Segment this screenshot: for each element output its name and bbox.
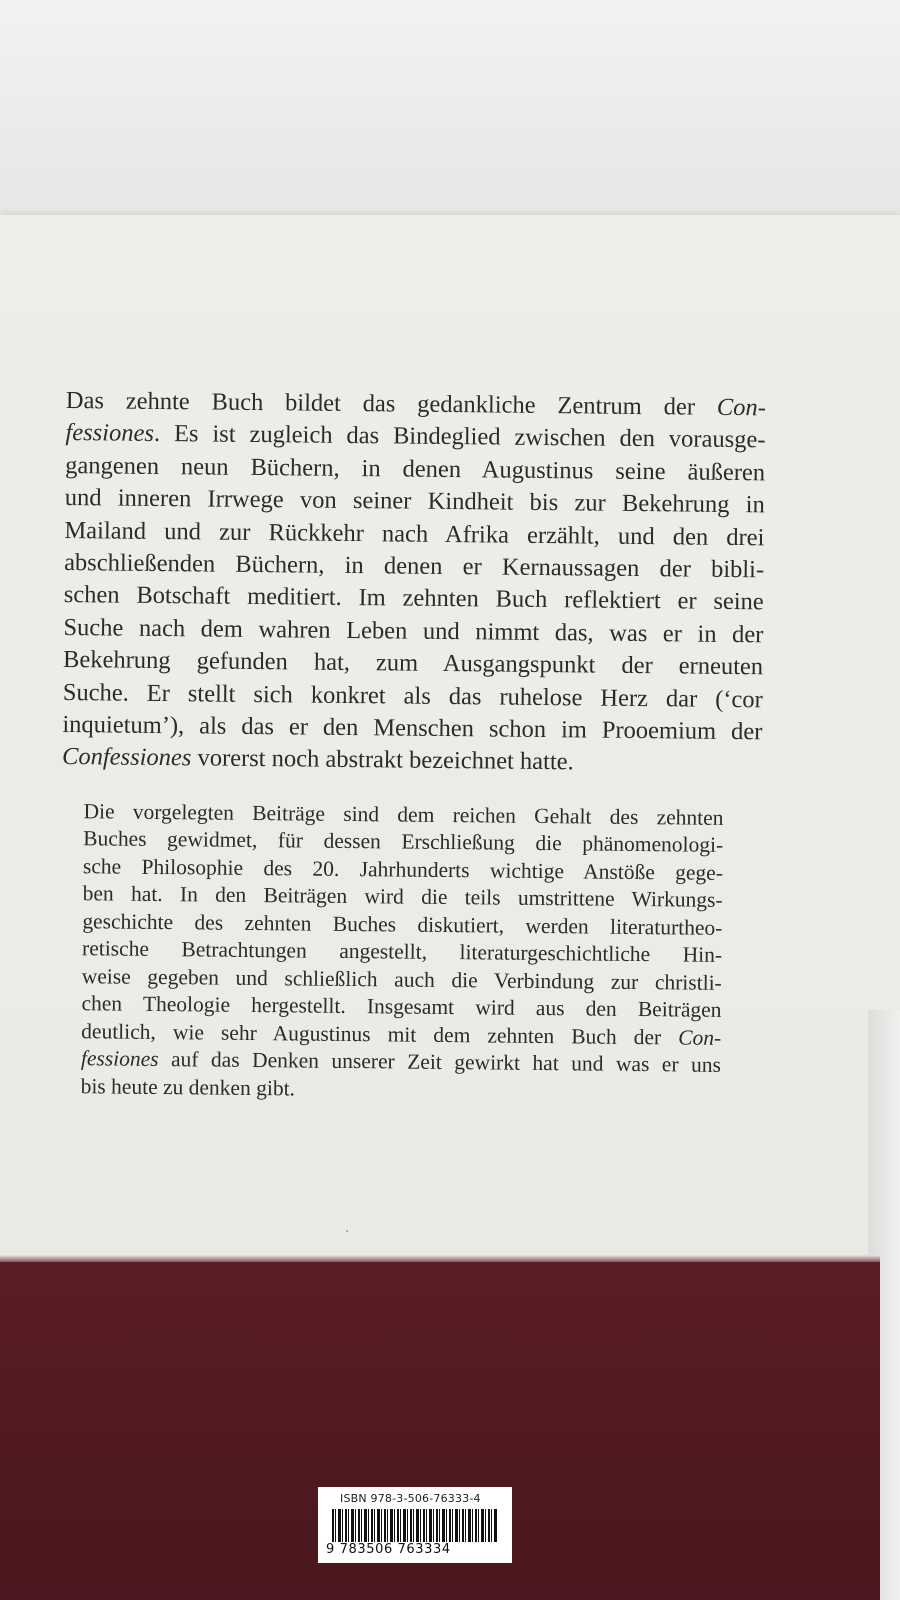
- text-line: Die vorgelegten Beiträge sind dem reichen Gehalt des zehnten: [83, 799, 724, 830]
- text-span: . Es ist zugleich das Bindeglied zwischen den vorausge-: [153, 420, 766, 454]
- text-line: Bekehrung gefunden hat, zum Ausgangspunkt der erneuten: [62, 646, 764, 681]
- text-line: Buches gewidmet, für dessen Erschließung die phänomenologi-: [83, 826, 724, 858]
- text-line: ben hat. In den Beiträgen wird die teils umstrittene Wirkungs-: [82, 881, 723, 913]
- text-line: weise gegeben und schließlich auch die Verbindung zur christli-: [81, 964, 722, 995]
- text-line: schen Botschaft meditiert. Im zehnten Buch reflektiert er seine: [63, 581, 764, 616]
- italic-title: fessiones: [80, 1046, 159, 1072]
- text-span: deutlich, wie sehr Augustinus mit dem zehnten Buch der: [81, 1019, 679, 1050]
- text-line: abschließenden Büchern, in denen er Kernaussagen der bibli-: [63, 549, 765, 584]
- italic-title: Con-: [716, 393, 766, 422]
- text-line: gangenen neun Büchern, in denen Augustinus seine äußeren: [65, 451, 766, 487]
- barcode-bars: [332, 1509, 498, 1545]
- text-line: und inneren Irrwege von seiner Kindheit bis zur Bekehrung in: [64, 484, 765, 519]
- text-line: chen Theologie hergestellt. Insgesamt wird aus den Beiträgen: [81, 991, 722, 1023]
- text-line: Suche nach dem wahren Leben und nimmt das, was er in der: [63, 613, 764, 649]
- isbn-label: ISBN 978-3-506-76333-4: [340, 1492, 481, 1505]
- text-line: Suche. Er stellt sich konkret als das ruhelose Herz dar (‘cor: [62, 678, 763, 713]
- text-span: auf das Denken unserer Zeit gewirkt hat und was er uns: [158, 1047, 722, 1078]
- text-line: Mailand und zur Rückkehr nach Afrika erzählt, und den drei: [64, 516, 765, 551]
- text-line: retische Betrachtungen angestellt, literaturgeschichtliche Hin-: [81, 936, 723, 968]
- barcode-digits: 9 783506 763334: [324, 1542, 512, 1557]
- text-line: bis heute zu denken gibt.: [80, 1074, 296, 1101]
- italic-title: Con-: [678, 1025, 722, 1050]
- text-line: inquietum’), als das er den Menschen schon im Prooemium der: [62, 711, 763, 746]
- text-line: sche Philosophie des 20. Jahrhunderts wichtige Anstöße gege-: [82, 854, 724, 885]
- italic-title: fessiones: [65, 419, 155, 448]
- isbn-barcode: [318, 1487, 512, 1563]
- blurb-paragraph-2: [81, 798, 724, 1107]
- text-span: vorerst noch abstrakt bezeichnet hatte.: [191, 744, 574, 776]
- text-line: geschichte des zehnten Buches diskutiert, werden literaturtheo-: [82, 909, 723, 940]
- italic-title: Confessiones: [61, 743, 192, 772]
- blurb-text: [59, 385, 766, 1108]
- paper-speck: [346, 1230, 348, 1232]
- text-line: [62, 741, 762, 781]
- text-span: Das zehnte Buch bildet das gedankliche Zentrum der: [65, 386, 717, 421]
- blurb-paragraph-1: [62, 385, 766, 781]
